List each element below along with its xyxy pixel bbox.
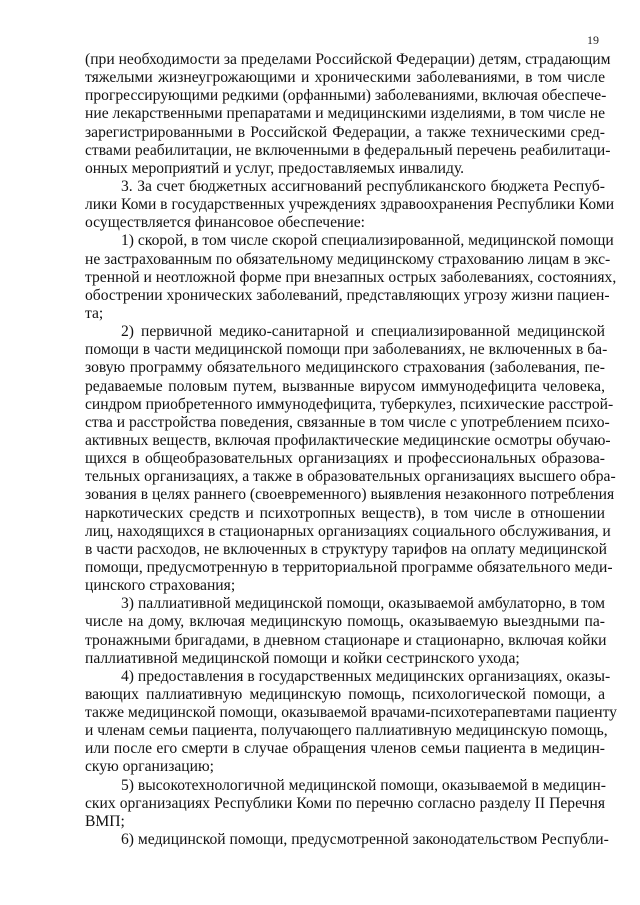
text-line: лиц, находящихся в стационарных организациях социального обслуживания, и [85,522,611,540]
page-number: 19 [587,33,599,47]
paragraph [85,177,615,232]
text-line: не застрахованным по обязательному медицинскому страхованию лицам в экс- [85,250,611,268]
text-line: 3) паллиативной медицинской помощи, оказываемой амбулаторно, в том [121,595,605,613]
text-line: цинского страхования; [85,577,236,595]
text-line: онных мероприятий и услуг, предоставляемых инвалиду. [85,159,465,177]
text-line: 5) высокотехнологичной медицинской помощи, оказываемой в медицин- [121,776,606,794]
text-line: 2) первичной медико-санитарной и специализированной медицинской [121,323,605,341]
text-line: осуществляется финансовое обеспечение: [85,214,365,232]
text-line: ВМП; [85,812,125,830]
text-line: паллиативной медицинской помощи и койки сестринского ухода; [85,649,520,667]
text-line: активных веществ, включая профилактические медицинские осмотры обучаю- [85,431,611,449]
text-line: (при необходимости за пределами Российской Федерации) детям, страдающим [85,51,611,68]
text-line: зарегистрированными в Российской Федерации, а также техническими сред- [85,123,605,141]
text-line: в части расходов, не включенных в структуру тарифов на оплату медицинской [85,540,607,558]
text-line: и членам семьи пациента, получающего паллиативную медицинскую помощь, [85,722,608,740]
text-line: синдром приобретенного иммунодефицита, туберкулез, психические расстрой- [85,395,614,413]
text-line: ских организациях Республики Коми по перечню согласно разделу II Перечня [85,794,605,812]
text-line: та; [85,304,104,322]
text-line: помощи, предусмотренную в территориальной программе обязательного меди- [85,558,613,576]
text-line: наркотических средств и психотропных веществ), в том числе в отношении [85,504,605,522]
text-line: скую организацию; [85,758,214,776]
text-line: ние лекарственными препаратами и медицинскими изделиями, в том числе не [85,105,605,123]
text-line: лики Коми в государственных учреждениях здравоохранения Республики Коми [85,196,615,214]
text-line: щихся в общеобразовательных организациях и профессиональных образова- [85,450,605,468]
text-line: 4) предоставления в государственных медицинских организациях, оказы- [121,667,611,685]
text-line: числе на дому, включая медицинскую помощь, оказываемую выездными па- [85,613,605,631]
text-line: зования в целях раннего (своевременного) выявления незаконного потребления [85,486,615,504]
text-line: тельных организациях, а также в образовательных организациях высшего обра- [85,468,616,486]
text-line: тренной и неотложной форме при внезапных острых заболеваниях, состояниях, [85,268,617,286]
paragraph [85,51,611,178]
text-line: тяжелыми жизнеугрожающими и хроническими заболеваниями, в том числе [85,69,605,87]
text-line: или после его смерти в случае обращения членов семьи пациента в медицин- [85,740,605,758]
document-body [85,51,617,849]
text-line: также медицинской помощи, оказываемой врачами-психотерапевтами пациенту [85,704,617,722]
text-line: ства и расстройства поведения, связанные в том числе с употреблением психо- [85,413,610,431]
text-line: 6) медицинской помощи, предусмотренной законодательством Республи- [121,831,609,849]
text-line: помощи в части медицинской помощи при заболеваниях, не включенных в ба- [85,341,608,359]
paragraph [85,595,605,668]
text-line: прогрессирующими редкими (орфанными) заболеваниями, включая обеспече- [85,87,607,105]
paragraph [85,777,605,831]
text-line: зовую программу обязательного медицинского страхования (заболевания, пе- [85,359,605,377]
text-line: редаваемые половым путем, вызванные вирусом иммунодефицита человека, [85,377,605,395]
text-line: вающих паллиативную медицинскую помощь, психологической помощи, а [85,685,605,703]
paragraph [85,323,616,595]
text-line: тронажными бригадами, в дневном стационаре и стационарно, включая койки [85,631,607,649]
text-line: обострении хронических заболеваний, представляющих угрозу жизни пациен- [85,286,610,304]
paragraph [85,232,617,323]
text-line: 1) скорой, в том числе скорой специализированной, медицинской помощи [121,232,614,250]
paragraph [85,667,617,777]
text-line: 3. За счет бюджетных ассигнований республиканского бюджета Респуб- [121,177,605,195]
text-line: ствами реабилитации, не включенными в федеральный перечень реабилитаци- [85,141,611,159]
paragraph [85,831,609,849]
